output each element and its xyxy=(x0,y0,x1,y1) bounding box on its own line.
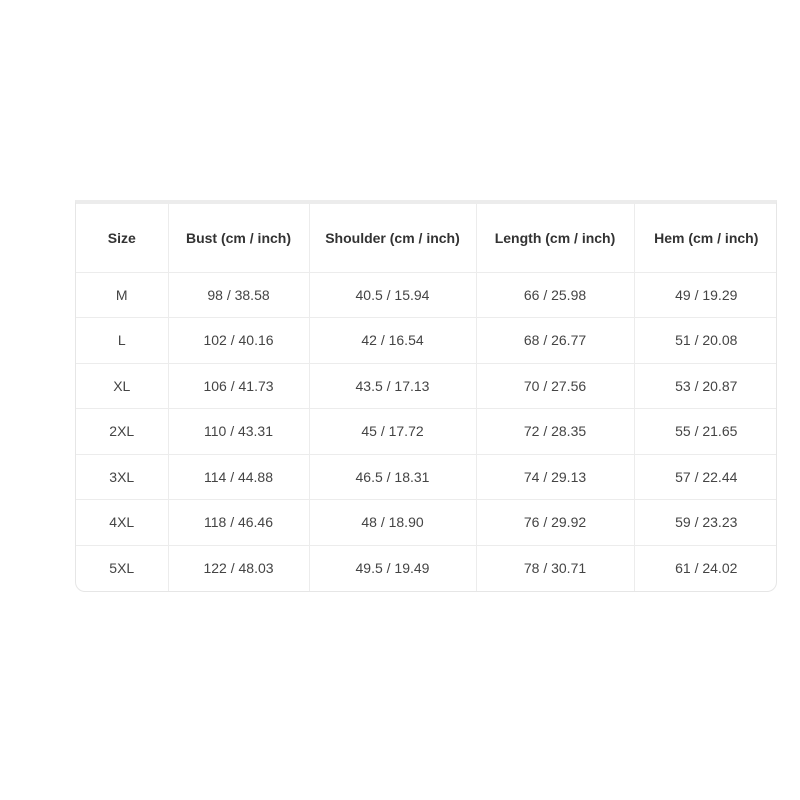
table-row xyxy=(76,318,777,364)
cell-size: XL xyxy=(76,363,168,409)
header-row xyxy=(76,204,777,272)
table-row xyxy=(76,363,777,409)
header-size: Size xyxy=(76,204,168,272)
cell-bust: 118 / 46.46 xyxy=(168,500,309,546)
cell-size: 2XL xyxy=(76,409,168,455)
cell-shoulder: 48 / 18.90 xyxy=(309,500,476,546)
cell-length: 78 / 30.71 xyxy=(476,545,634,591)
cell-bust: 98 / 38.58 xyxy=(168,272,309,318)
cell-bust: 110 / 43.31 xyxy=(168,409,309,455)
cell-shoulder: 42 / 16.54 xyxy=(309,318,476,364)
size-chart-table xyxy=(76,204,777,591)
cell-length: 76 / 29.92 xyxy=(476,500,634,546)
cell-size: 4XL xyxy=(76,500,168,546)
cell-hem: 53 / 20.87 xyxy=(634,363,777,409)
cell-shoulder: 40.5 / 15.94 xyxy=(309,272,476,318)
cell-length: 70 / 27.56 xyxy=(476,363,634,409)
header-shoulder: Shoulder (cm / inch) xyxy=(309,204,476,272)
cell-length: 74 / 29.13 xyxy=(476,454,634,500)
cell-shoulder: 46.5 / 18.31 xyxy=(309,454,476,500)
cell-shoulder: 43.5 / 17.13 xyxy=(309,363,476,409)
header-length: Length (cm / inch) xyxy=(476,204,634,272)
header-hem: Hem (cm / inch) xyxy=(634,204,777,272)
cell-bust: 106 / 41.73 xyxy=(168,363,309,409)
cell-length: 68 / 26.77 xyxy=(476,318,634,364)
cell-hem: 55 / 21.65 xyxy=(634,409,777,455)
header-bust: Bust (cm / inch) xyxy=(168,204,309,272)
table-row xyxy=(76,545,777,591)
cell-bust: 122 / 48.03 xyxy=(168,545,309,591)
cell-size: M xyxy=(76,272,168,318)
cell-hem: 51 / 20.08 xyxy=(634,318,777,364)
cell-shoulder: 49.5 / 19.49 xyxy=(309,545,476,591)
table-row xyxy=(76,409,777,455)
cell-bust: 102 / 40.16 xyxy=(168,318,309,364)
cell-size: 5XL xyxy=(76,545,168,591)
cell-length: 72 / 28.35 xyxy=(476,409,634,455)
cell-size: 3XL xyxy=(76,454,168,500)
table-row xyxy=(76,454,777,500)
cell-hem: 59 / 23.23 xyxy=(634,500,777,546)
cell-hem: 49 / 19.29 xyxy=(634,272,777,318)
table-row xyxy=(76,272,777,318)
cell-shoulder: 45 / 17.72 xyxy=(309,409,476,455)
size-chart-card xyxy=(75,200,777,592)
cell-hem: 57 / 22.44 xyxy=(634,454,777,500)
table-row xyxy=(76,500,777,546)
cell-bust: 114 / 44.88 xyxy=(168,454,309,500)
cell-hem: 61 / 24.02 xyxy=(675,560,738,576)
cell-size: L xyxy=(76,318,168,364)
cell-length: 66 / 25.98 xyxy=(476,272,634,318)
